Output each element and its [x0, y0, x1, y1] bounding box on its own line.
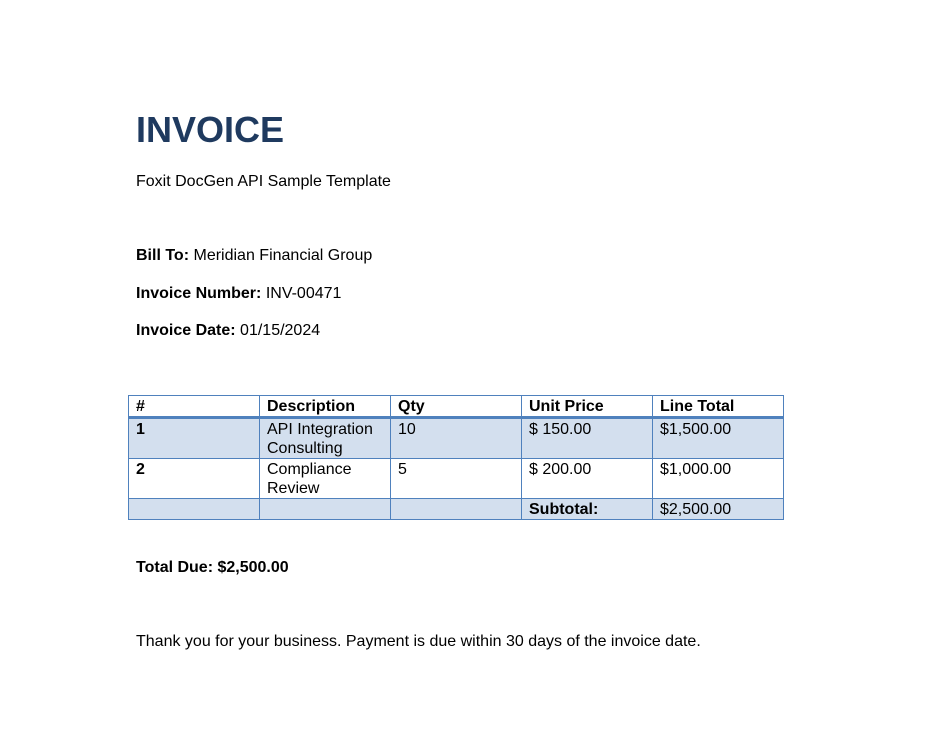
line-items-table — [128, 395, 784, 520]
bill-to-value: Meridian Financial Group — [193, 247, 373, 264]
row-description: API Integration Consulting — [260, 418, 391, 459]
invoice-date-value: 01/15/2024 — [240, 322, 321, 339]
row-number: 1 — [129, 418, 260, 459]
row-number: 2 — [129, 459, 260, 499]
bill-to-label: Bill To: — [136, 247, 190, 264]
invoice-number-value: INV-00471 — [265, 285, 342, 302]
invoice-number-field — [136, 285, 341, 303]
bill-to-field — [136, 247, 372, 265]
column-header-number: # — [129, 396, 260, 418]
row-qty: 10 — [391, 418, 522, 459]
row-qty: 5 — [391, 459, 522, 499]
column-header-qty: Qty — [391, 396, 522, 418]
table-header-row — [129, 396, 784, 418]
empty-cell — [391, 499, 522, 520]
total-due — [136, 558, 289, 577]
invoice-date-label: Invoice Date: — [136, 322, 236, 339]
empty-cell — [260, 499, 391, 520]
total-due-value: $2,500.00 — [217, 559, 289, 576]
column-header-line-total: Line Total — [653, 396, 784, 418]
column-header-unit-price: Unit Price — [522, 396, 653, 418]
table-row — [129, 459, 784, 499]
subtotal-label: Subtotal: — [522, 499, 653, 520]
row-unit-price: $ 200.00 — [522, 459, 653, 499]
row-description: Compliance Review — [260, 459, 391, 499]
row-line-total: $1,000.00 — [653, 459, 784, 499]
invoice-number-label: Invoice Number: — [136, 285, 262, 302]
row-unit-price: $ 150.00 — [522, 418, 653, 459]
total-due-label: Total Due: — [136, 559, 214, 576]
invoice-subtitle: Foxit DocGen API Sample Template — [136, 173, 391, 190]
payment-note: Thank you for your business. Payment is due within 30 days of the invoice date. — [136, 633, 701, 650]
invoice-title: INVOICE — [136, 109, 285, 150]
empty-cell — [129, 499, 260, 520]
subtotal-value: $2,500.00 — [653, 499, 784, 520]
invoice-date-field — [136, 322, 320, 340]
subtotal-row — [129, 499, 784, 520]
row-line-total: $1,500.00 — [653, 418, 784, 459]
table-row — [129, 418, 784, 459]
column-header-description: Description — [260, 396, 391, 418]
